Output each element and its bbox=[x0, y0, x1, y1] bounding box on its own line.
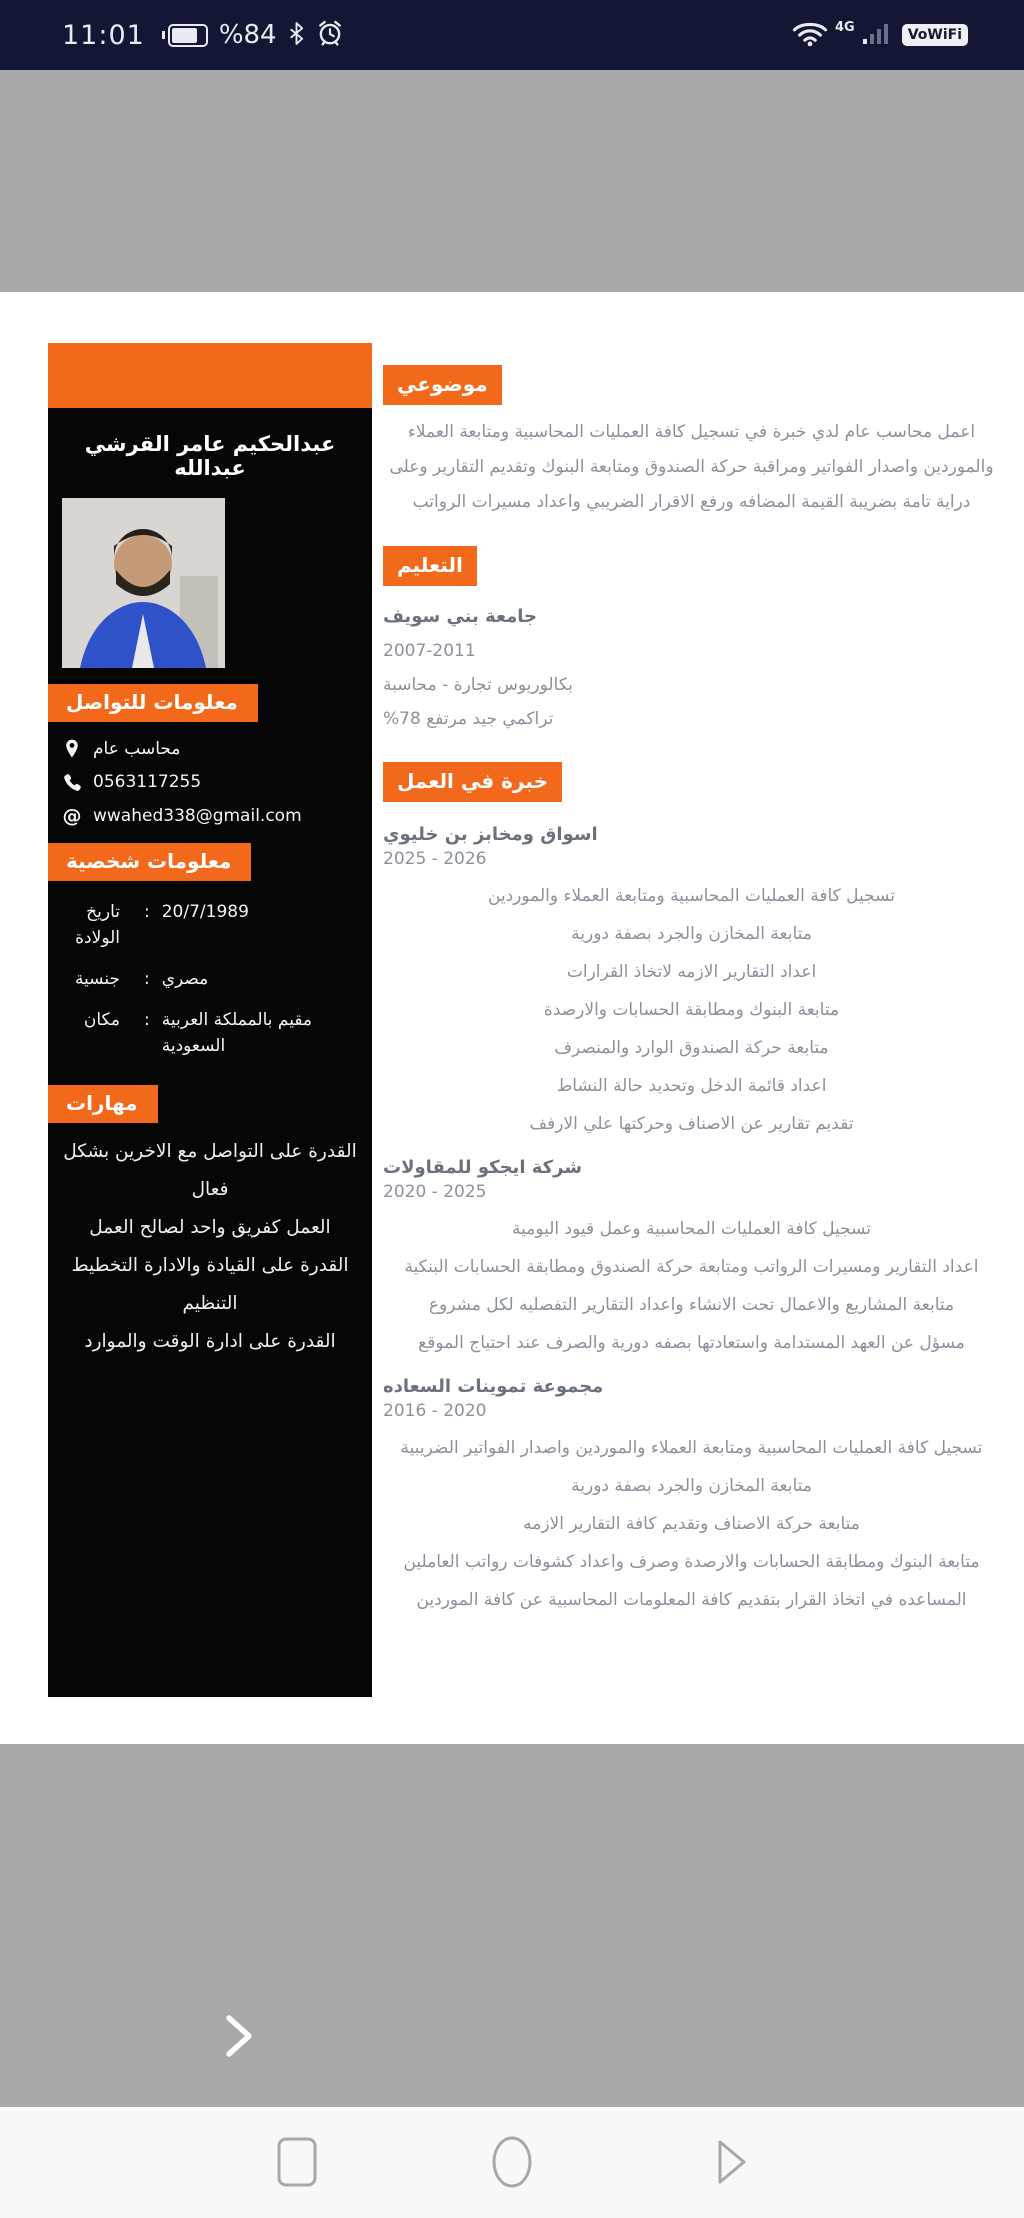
job-years: 2025 - 2026 bbox=[383, 849, 487, 869]
education-degree: بكالوريوس تجارة - محاسبة bbox=[383, 675, 573, 695]
resume-sidebar bbox=[48, 343, 372, 1697]
chevron-right-icon[interactable] bbox=[222, 2013, 256, 2063]
skill-item: القدرة على التواصل مع الاخرين بشكل فعال bbox=[63, 1141, 357, 1200]
skill-item: القدرة على ادارة الوقت والموارد bbox=[84, 1331, 336, 1352]
skills-list bbox=[48, 1133, 372, 1361]
resume-main-column bbox=[383, 292, 1000, 1611]
personal-info-colon: : bbox=[144, 969, 150, 989]
personal-info-value: مصري bbox=[161, 969, 209, 989]
skills-section-title: مهارات bbox=[48, 1085, 158, 1123]
job-duty: تسجيل كافة العمليات المحاسبية وعمل قيود اليومية bbox=[511, 1219, 872, 1239]
network-type-label: 4G bbox=[834, 19, 855, 35]
job-duty: مسؤل عن العهد المستدامة واستعادتها بصفه دورية والصرف عند احتياج الموقع bbox=[418, 1333, 965, 1353]
job-duty: متابعة المخازن والجرد بصفة دورية bbox=[571, 1476, 812, 1496]
skill-item: العمل كفريق واحد لصالح العمل bbox=[89, 1217, 331, 1238]
education-block bbox=[383, 600, 1000, 736]
status-bar bbox=[0, 0, 1024, 70]
alarm-icon bbox=[316, 19, 344, 51]
job-duty: متابعة حركة الصندوق الوارد والمنصرف bbox=[554, 1038, 829, 1058]
job-duty: تقديم تقارير عن الاصناف وحركتها علي الارفف bbox=[529, 1114, 854, 1134]
job-duty: اعداد قائمة الدخل وتحديد حالة النشاط bbox=[556, 1076, 827, 1096]
job-duty: تسجيل كافة العمليات المحاسبية ومتابعة العملاء والموردين bbox=[487, 886, 896, 906]
contact-job-title: محاسب عام bbox=[93, 738, 181, 759]
contact-section-title: معلومات للتواصل bbox=[48, 684, 258, 722]
personal-info-row bbox=[56, 966, 372, 992]
job-duty: متابعة البنوك ومطابقة الحسابات والارصدة bbox=[543, 1000, 840, 1020]
clock: 11:01 bbox=[62, 19, 145, 51]
signal-bars-icon bbox=[862, 20, 892, 50]
experience-section-title: خبرة في العمل bbox=[383, 762, 562, 802]
job-duty: متابعة حركة الاصناف وتقديم كافة التقارير الازمه bbox=[523, 1514, 860, 1534]
phone-icon bbox=[62, 773, 82, 792]
personal-info-value: مقيم بالمملكة العربية السعودية bbox=[161, 1010, 313, 1056]
job-duty: متابعة المخازن والجرد بصفة دورية bbox=[571, 924, 812, 944]
sidebar-header-band bbox=[48, 343, 372, 408]
profile-photo bbox=[62, 498, 225, 668]
contact-email[interactable]: wwahed338@gmail.com bbox=[93, 806, 302, 826]
bluetooth-icon bbox=[288, 20, 305, 51]
personal-info-label: جنسية bbox=[74, 969, 120, 989]
objective-text: اعمل محاسب عام لدي خبرة في تسجيل كافة العمليات المحاسبية ومتابعة العملاء والموردين واصدار الفواتير ومراقبة حركة الصندوق ومتابعة البنوك وتقديم التقارير وعلى دراية تامة بضريبة القيمة المضافه ورفع الاقرار الضريبي واعداد مسيرات الرواتب bbox=[389, 422, 994, 512]
battery-percent: %84 bbox=[218, 20, 277, 50]
job-company: مجموعة تموينات السعاده bbox=[383, 1376, 604, 1397]
contact-job-title-row bbox=[62, 738, 372, 759]
candidate-name: عبدالحكيم عامر القرشي عبدالله bbox=[84, 432, 336, 480]
job-entry bbox=[383, 1157, 1000, 1354]
contact-phone[interactable]: 0563117255 bbox=[93, 772, 202, 792]
vowifi-badge: VoWiFi bbox=[902, 24, 968, 46]
location-pin-icon bbox=[62, 738, 82, 759]
skill-item: القدرة على القيادة والادارة التخطيط التنظيم bbox=[71, 1255, 349, 1314]
job-years: 2016 - 2020 bbox=[383, 1401, 487, 1421]
personal-section-title: معلومات شخصية bbox=[48, 843, 251, 881]
contact-email-row bbox=[62, 805, 372, 827]
battery-icon bbox=[168, 24, 208, 47]
contact-rows bbox=[48, 738, 372, 827]
job-company: اسواق ومخابز بن خليوي bbox=[383, 824, 598, 845]
personal-rows bbox=[48, 899, 372, 1059]
android-navbar bbox=[0, 2107, 1024, 2218]
at-sign-icon: @ bbox=[62, 805, 82, 827]
education-years: 2007-2011 bbox=[383, 641, 476, 661]
portrait-placeholder bbox=[62, 498, 225, 668]
recents-square-icon[interactable] bbox=[277, 2137, 317, 2191]
personal-info-colon: : bbox=[144, 902, 150, 922]
personal-info-row bbox=[56, 899, 372, 951]
status-left-cluster bbox=[62, 19, 344, 51]
job-duty: المساعده في اتخاذ القرار بتقديم كافة المعلومات المحاسبية عن كافة الموردين bbox=[416, 1590, 967, 1610]
job-company: شركة ايجكو للمقاولات bbox=[383, 1157, 583, 1178]
contact-phone-row bbox=[62, 772, 372, 792]
back-triangle-icon[interactable] bbox=[712, 2136, 750, 2192]
job-duty: اعداد التقارير ومسيرات الرواتب ومتابعة حركة الصندوق ومطابقة الحسابات البنكية bbox=[404, 1257, 979, 1277]
resume-page bbox=[0, 292, 1024, 1744]
personal-info-colon: : bbox=[144, 1010, 150, 1030]
education-section-title: التعليم bbox=[383, 546, 477, 586]
personal-info-row bbox=[56, 1007, 372, 1059]
education-gpa: تراكمي جيد مرتفع 78% bbox=[383, 709, 554, 729]
job-duty: متابعة البنوك ومطابقة الحسابات والارصدة وصرف واعداد كشوفات رواتب العاملين bbox=[403, 1552, 980, 1572]
personal-info-value: 20/7/1989 bbox=[161, 902, 249, 922]
job-duty: اعداد التقارير الازمه لاتخاذ القرارات bbox=[566, 962, 817, 982]
education-school: جامعة بني سويف bbox=[383, 606, 537, 627]
wifi-icon bbox=[792, 19, 828, 51]
objective-section-title: موضوعي bbox=[383, 365, 502, 405]
job-years: 2020 - 2025 bbox=[383, 1182, 487, 1202]
home-circle-icon[interactable] bbox=[490, 2134, 534, 2194]
status-right-cluster bbox=[792, 19, 968, 51]
personal-info-label: تاريخ الولادة bbox=[75, 902, 120, 948]
job-entry bbox=[383, 824, 1000, 1135]
job-duty: تسجيل كافة العمليات المحاسبية ومتابعة العملاء والموردين واصدار الفواتير الضريبية bbox=[400, 1438, 983, 1458]
job-duty: متابعة المشاريع والاعمال تحت الانشاء واعداد التقارير التفصليه لكل مشروع bbox=[428, 1295, 955, 1315]
personal-info-label: مكان bbox=[83, 1010, 120, 1030]
job-entry bbox=[383, 1376, 1000, 1611]
